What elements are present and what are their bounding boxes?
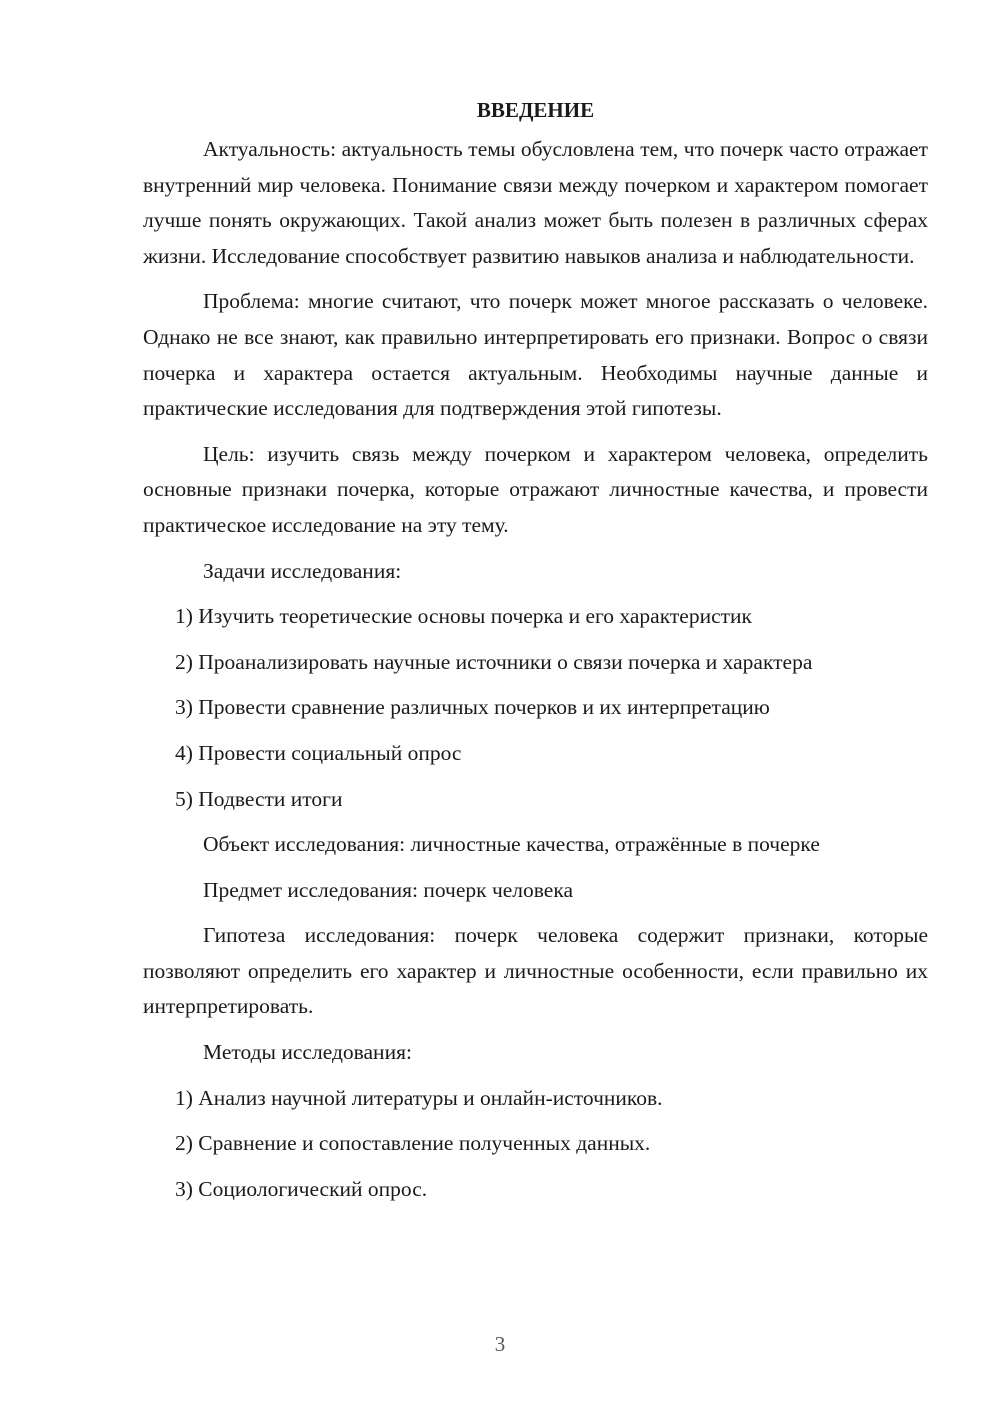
problem-paragraph: Проблема: многие считают, что почерк может многое рассказать о человеке. Однако не все знают, как правильно интерпретировать его признаки. Вопрос о связи почерка и характера остается актуальным. Необходимы научные данные и практические исследования для подтверждения этой гипотезы. [143,289,928,421]
tasks-heading: Задачи исследования: [203,558,402,583]
research-object: Объект исследования: личностные качества, отражённые в почерке [203,832,820,857]
page-number: 3 [494,1332,506,1356]
section-title: ВВЕДЕНИЕ [476,98,595,122]
task-item: 3) Провести сравнение различных почерков и их интерпретацию [175,695,770,720]
relevance-paragraph: Актуальность: актуальность темы обусловлена тем, что почерк часто отражает внутренний мир человека. Понимание связи между почерком и характером помогает лучше понять окружающих. Такой анализ может быть полезен в различных сферах жизни. Исследование способствует развитию навыков анализа и наблюдательности. [143,137,928,268]
hypothesis-paragraph: Гипотеза исследования: почерк человека содержит признаки, которые позволяют определить его характер и личностные особенности, если правильно их интерпретировать. [143,923,928,1019]
task-item: 4) Провести социальный опрос [175,740,462,765]
research-subject: Предмет исследования: почерк человека [203,877,574,902]
method-item: 3) Социологический опрос. [175,1176,428,1201]
goal-paragraph: Цель: изучить связь между почерком и характером человека, определить основные признаки почерка, которые отражают личностные качества, и провести практическое исследование на эту тему. [143,441,928,537]
task-item: 1) Изучить теоретические основы почерка и его характеристик [175,604,752,629]
methods-heading: Методы исследования: [203,1040,412,1065]
task-item: 5) Подвести итоги [175,786,343,811]
task-item: 2) Проанализировать научные источники о связи почерка и характера [175,649,813,674]
method-item: 2) Сравнение и сопоставление полученных данных. [175,1131,651,1156]
method-item: 1) Анализ научной литературы и онлайн-источников. [175,1085,663,1110]
